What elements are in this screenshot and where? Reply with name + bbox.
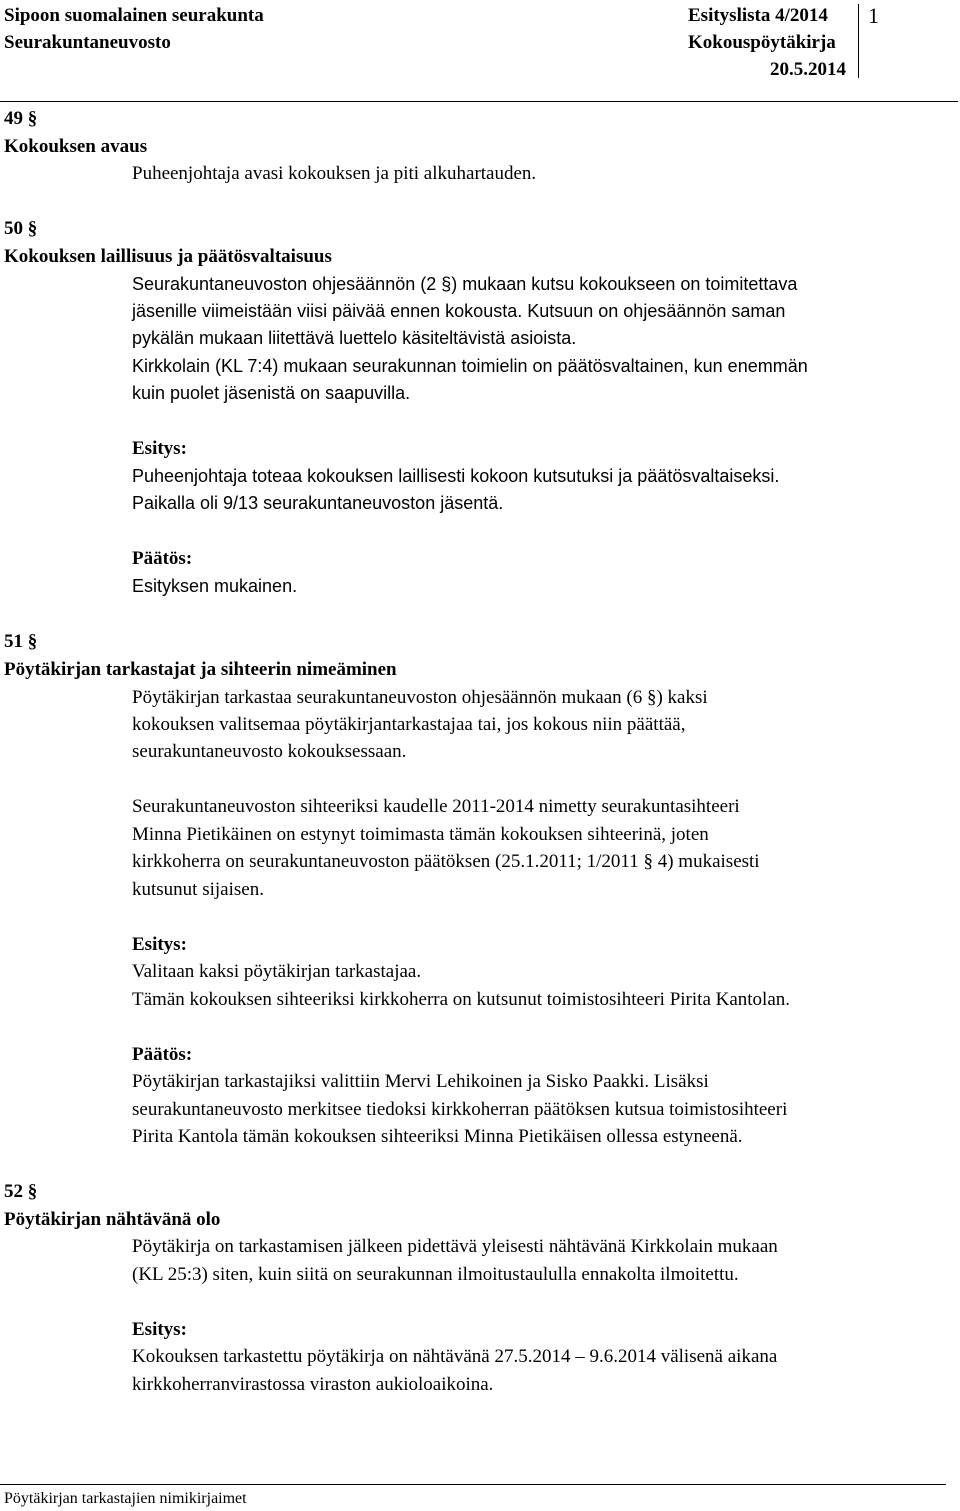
section-51-paatos-label: Päätös: xyxy=(132,1044,193,1065)
footer-rule xyxy=(0,1484,946,1485)
section-50-number: 50 § xyxy=(4,218,38,239)
section-51-line-1: Pöytäkirjan tarkastaa seurakuntaneuvoston ohjesäännön mukaan (6 §) kaksi xyxy=(132,687,708,708)
section-50-line-2 xyxy=(132,298,785,325)
section-52-title: Pöytäkirjan nähtävänä olo xyxy=(4,1209,221,1230)
section-51-line-2: kokouksen valitsemaa pöytäkirjantarkastajaa tai, jos kokous niin päättää, xyxy=(132,714,686,735)
document-type: Kokouspöytäkirja xyxy=(688,32,836,53)
section-50-paatos-line-1: Esityksen mukainen. xyxy=(132,576,298,596)
section-51-paatos-line-2: seurakuntaneuvosto merkitsee tiedoksi kirkkoherran päätöksen kutsua toimistosihteeri xyxy=(132,1099,788,1120)
body-name: Seurakuntaneuvosto xyxy=(4,32,171,53)
section-50-esitys-line-2: Paikalla oli 9/13 seurakuntaneuvoston jäsentä. xyxy=(132,493,504,513)
header-right xyxy=(688,2,846,83)
section-50-line-2a: jäsenille viimeistään viisi päivää ennen kokousta. xyxy=(132,301,523,321)
section-50-title: Kokouksen laillisuus ja päätösvaltaisuus xyxy=(4,246,332,267)
section-52-number: 52 § xyxy=(4,1181,38,1202)
section-52-esitys-line-2: kirkkoherranvirastossa viraston aukioloaikoina. xyxy=(132,1374,494,1395)
section-51-paatos-line-1: Pöytäkirjan tarkastajiksi valittiin Mervi Lehikoinen ja Sisko Paakki. Lisäksi xyxy=(132,1071,709,1092)
section-52-line-1: Pöytäkirja on tarkastamisen jälkeen pidettävä yleisesti nähtävänä Kirkkolain mukaan xyxy=(132,1236,778,1257)
section-52-esitys-label: Esitys: xyxy=(132,1319,187,1340)
header-left xyxy=(4,2,264,56)
section-51-line-5: Minna Pietikäinen on estynyt toimimasta tämän kokouksen sihteerinä, joten xyxy=(132,824,709,845)
section-51-esitys-line-2: Tämän kokouksen sihteeriksi kirkkoherra on kutsunut toimistosihteeri Pirita Kantolan. xyxy=(132,989,791,1010)
section-51-esitys-label: Esitys: xyxy=(132,934,187,955)
section-49-text: Puheenjohtaja avasi kokouksen ja piti alkuhartauden. xyxy=(132,163,537,184)
header-rule xyxy=(0,101,958,102)
section-49-number: 49 § xyxy=(4,108,38,129)
section-51-line-4: Seurakuntaneuvoston sihteeriksi kaudelle 2011-2014 nimetty seurakuntasihteeri xyxy=(132,796,740,817)
section-49-title: Kokouksen avaus xyxy=(4,136,148,157)
section-51-paatos-line-3: Pirita Kantola tämän kokouksen sihteeriksi Minna Pietikäisen ollessa estyneenä. xyxy=(132,1126,743,1147)
section-51-line-7: kutsunut sijaisen. xyxy=(132,879,264,900)
section-50-paatos-label: Päätös: xyxy=(132,548,193,569)
section-50-esitys-line-1: Puheenjohtaja toteaa kokouksen laillisesti kokoon kutsutuksi ja päätösvaltaiseksi. xyxy=(132,466,780,486)
section-50-line-2b: Kutsuun on ohjesäännön saman xyxy=(522,301,786,321)
section-52-esitys-line-1: Kokouksen tarkastettu pöytäkirja on nähtävänä 27.5.2014 – 9.6.2014 välisenä aikana xyxy=(132,1346,778,1367)
footer-initials-label: Pöytäkirjan tarkastajien nimikirjaimet xyxy=(4,1490,247,1507)
section-50-esitys-label: Esitys: xyxy=(132,438,187,459)
section-52-line-2: (KL 25:3) siten, kuin siitä on seurakunnan ilmoitustaululla ennakolta ilmoitettu. xyxy=(132,1264,739,1285)
section-51-esitys-line-1: Valitaan kaksi pöytäkirjan tarkastajaa. xyxy=(132,961,422,982)
section-51-title: Pöytäkirjan tarkastajat ja sihteerin nimeäminen xyxy=(4,659,397,680)
section-51-line-3: seurakuntaneuvosto kokouksessaan. xyxy=(132,741,407,762)
agenda-number: Esityslista 4/2014 xyxy=(688,5,828,26)
section-50-line-3: pykälän mukaan liitettävä luettelo käsiteltävistä asioista. xyxy=(132,328,577,348)
section-50-line-4: Kirkkolain (KL 7:4) mukaan seurakunnan toimielin on päätösvaltainen, kun enemmän xyxy=(132,356,808,376)
meeting-date: 20.5.2014 xyxy=(770,59,846,80)
page-number: 1 xyxy=(868,3,879,28)
header-divider-vertical xyxy=(858,4,859,78)
section-50-line-5: kuin puolet jäsenistä on saapuvilla. xyxy=(132,383,411,403)
section-50-line-1: Seurakuntaneuvoston ohjesäännön (2 §) mukaan kutsu kokoukseen on toimitettava xyxy=(132,274,798,294)
section-51-line-6: kirkkoherra on seurakuntaneuvoston päätöksen (25.1.2011; 1/2011 § 4) mukaisesti xyxy=(132,851,760,872)
section-51-number: 51 § xyxy=(4,631,38,652)
organization-name: Sipoon suomalainen seurakunta xyxy=(4,5,264,26)
